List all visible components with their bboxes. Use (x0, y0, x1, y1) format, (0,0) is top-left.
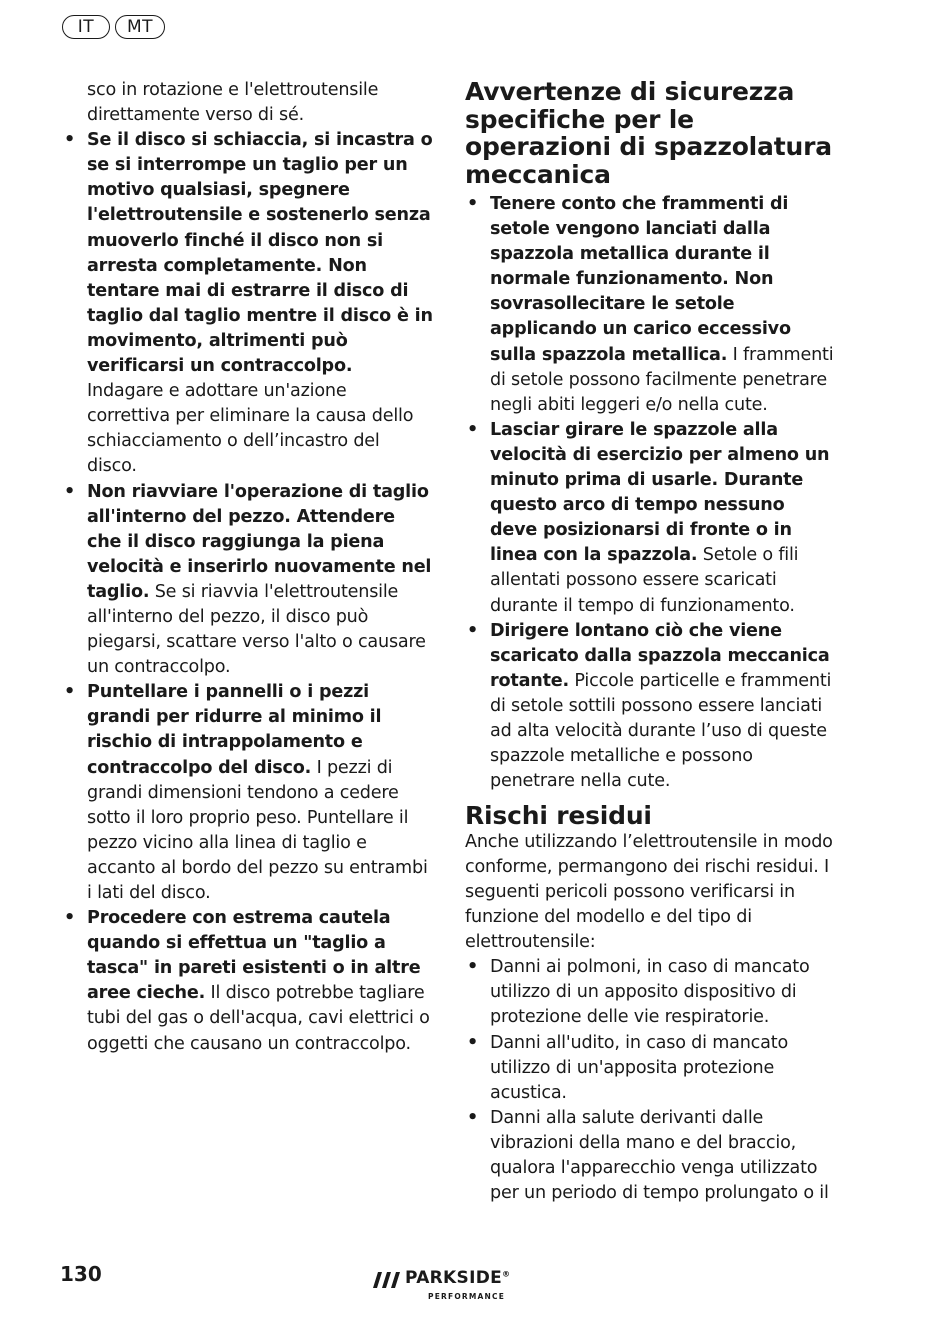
logo-name (405, 1268, 510, 1288)
list-item: • Danni alla salute derivanti dalle vibrazioni della mano e del braccio, qualora l'apparecchio venga utilizzato per un periodo di tempo prolungato o il (465, 1106, 837, 1206)
warning-bold-text: Se il disco si schiaccia, si incastra o se si interrompe un taglio per un motivo qualsiasi, spegnere l'elettroutensile e sostenerlo senza muoverlo finché il disco non si arresta completamente. Non tentare mai di estrarre il disco di taglio dal taglio mentre il disco è in movimento, altrimenti può verificarsi un contraccolpo. (87, 130, 433, 377)
warning-text: Setole o fili allentati possono essere scaricati durante il tempo di funzionamento. (490, 545, 799, 616)
cutting-warnings-list (62, 128, 434, 1056)
list-item (62, 906, 434, 1057)
parkside-logo (373, 1268, 523, 1304)
language-badge-it-label: IT (77, 16, 95, 37)
list-item: • Danni all'udito, in caso di mancato utilizzo di un'apposita protezione acustica. (465, 1031, 837, 1106)
warning-text: I frammenti di setole possono facilmente penetrare negli abiti leggeri e/o nella cute. (490, 344, 834, 415)
section-heading-brushing: Avvertenze di sicurezza specifiche per le operazioni di spazzolatura meccanica (465, 77, 832, 189)
list-item (465, 192, 837, 418)
warning-bold-text: Puntellare i pannelli o i pezzi grandi per ridurre al minimo il rischio di intrappolamento e contraccolpo del disco. (87, 682, 382, 778)
warning-text: Il disco potrebbe tagliare tubi del gas o dell'acqua, cavi elettrici o oggetti che causano un contraccolpo. (87, 983, 430, 1054)
logo-slashes-icon (373, 1272, 401, 1292)
warning-text: Piccole particelle e frammenti di setole sottili possono essere lanciati ad alta velocità durante l’uso di queste spazzole metalliche e possono penetrare nella cute. (490, 670, 832, 792)
logo-subtitle: PERFORMANCE (428, 1292, 506, 1301)
page-number: 130 (60, 1262, 102, 1286)
warning-bold-text: Lasciar girare le spazzole alla velocità di esercizio per almeno un minuto prima di usarle. Durante questo arco di tempo nessuno deve posizionarsi di fronte o in linea con la spazzola. (490, 419, 830, 566)
intro-paragraph: sco in rotazione e l'elettroutensile direttamente verso di sé. (87, 80, 379, 126)
warning-text: Se si riavvia l'elettroutensile all'interno del pezzo, il disco può piegarsi, scattare verso l'alto o causare un contraccolpo. (87, 581, 426, 678)
language-badge-mt (115, 15, 165, 39)
list-item (62, 480, 434, 681)
warning-text: Indagare e adottare un'azione correttiva per eliminare la causa dello schiacciamento o dell’incastro del disco. (87, 381, 414, 477)
list-item: • Danni ai polmoni, in caso di mancato utilizzo di un apposito dispositivo di protezione delle vie respiratorie. (465, 955, 837, 1030)
registered-mark: ® (502, 1269, 511, 1279)
list-item (62, 680, 434, 906)
warning-bold-text: Tenere conto che frammenti di setole vengono lanciati dalla spazzola metallica durante il normale funzionamento. Non sovrasollecitare le setole applicando un carico eccessivo sulla spazzola metallica. (490, 194, 791, 365)
list-item (62, 128, 434, 479)
residual-risks-paragraph: Anche utilizzando l’elettroutensile in modo conforme, permangono dei rischi residui. I seguenti pericoli possono verificarsi in funzione del modello e del tipo di elettroutensile: (465, 831, 833, 953)
language-badge-it (62, 15, 110, 39)
warning-bold-text: Dirigere lontano ciò che viene scaricato dalla spazzola meccanica rotante. (490, 620, 830, 691)
residual-risks-list (465, 955, 837, 1206)
warning-text: I pezzi di grandi dimensioni tendono a cedere sotto il loro proprio peso. Puntellare il pezzo vicino alla linea di taglio e accanto al bordo del pezzo su entrambi i lati del disco. (87, 757, 428, 903)
list-item (465, 619, 837, 795)
section-heading-residual-risks: Rischi residui (465, 801, 652, 831)
warning-bold-text: Non riavviare l'operazione di taglio all'interno del pezzo. Attendere che il disco raggiunga la piena velocità e inserirlo nuovamente nel taglio. (87, 481, 432, 602)
left-column (62, 78, 434, 1057)
warning-bold-text: Procedere con estrema cautela quando si effettua un "taglio a tasca" in pareti esistenti o in altre aree cieche. (87, 908, 421, 1004)
brushing-warnings-list (465, 192, 837, 794)
right-column (465, 78, 837, 1206)
logo-name-text: PARKSIDE (405, 1268, 503, 1288)
language-badge-mt-label: MT (126, 16, 154, 37)
list-item (465, 418, 837, 619)
